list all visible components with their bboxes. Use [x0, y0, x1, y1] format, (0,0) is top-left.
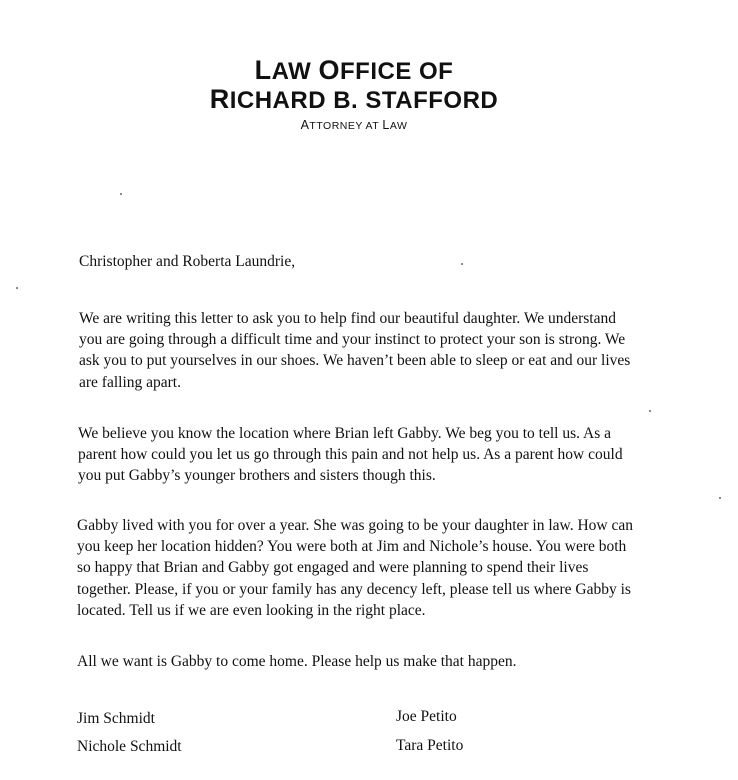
paragraph-line: Gabby lived with you for over a year. She was going to be your daughter in law. How can [77, 517, 633, 534]
paragraph-line: are falling apart. [79, 373, 181, 391]
scan-speck [16, 287, 18, 289]
paragraph-line: you put Gabby’s younger brothers and sisters though this. [78, 467, 436, 485]
letter-paragraph-3 [77, 515, 633, 621]
paragraph-line: located. Tell us if we are even looking in the right place. [77, 601, 426, 619]
scan-speck [649, 410, 651, 412]
signature-tara-petito: Tara Petito [396, 737, 464, 754]
letterhead-office-line: LAW OFFICE OF [254, 55, 454, 85]
letter-paragraph-4 [77, 651, 517, 672]
paragraph-line: so happy that Brian and Gabby got engaged and were planning to spend their lives [77, 559, 589, 577]
paragraph-line: We believe you know the location where Brian left Gabby. We beg you to tell us. As a [78, 425, 611, 442]
scan-speck [719, 497, 721, 499]
scan-speck [120, 193, 122, 195]
paragraph-line: ask you to put yourselves in our shoes. We haven’t been able to sleep or eat and our lives [79, 352, 631, 370]
paragraph-line: parent how could you let us go through this pain and not help us. As a parent how could [78, 446, 623, 464]
letter-paragraph-1 [79, 308, 630, 393]
paragraph-line: together. Please, if you or your family has any decency left, please tell us where Gabby is [77, 580, 631, 598]
paragraph-line: We are writing this letter to ask you to help find our beautiful daughter. We understand [79, 310, 616, 327]
signature-jim-schmidt: Jim Schmidt [77, 710, 155, 727]
signature-joe-petito: Joe Petito [396, 708, 457, 725]
scan-speck [461, 263, 463, 265]
letter-paragraph-2 [78, 423, 623, 487]
paragraph-line: All we want is Gabby to come home. Please help us make that happen. [77, 653, 517, 670]
paragraph-line: you keep her location hidden? You were both at Jim and Nichole’s house. You were both [77, 538, 627, 556]
letter-salutation: Christopher and Roberta Laundrie, [79, 253, 296, 270]
letterhead-attorney-title: ATTORNEY AT LAW [300, 118, 408, 132]
signature-nichole-schmidt: Nichole Schmidt [77, 738, 182, 755]
letterhead-attorney-name: RICHARD B. STAFFORD [209, 84, 499, 114]
paragraph-line: you are going through a difficult time and your instinct to protect your son is strong. We [79, 331, 626, 349]
